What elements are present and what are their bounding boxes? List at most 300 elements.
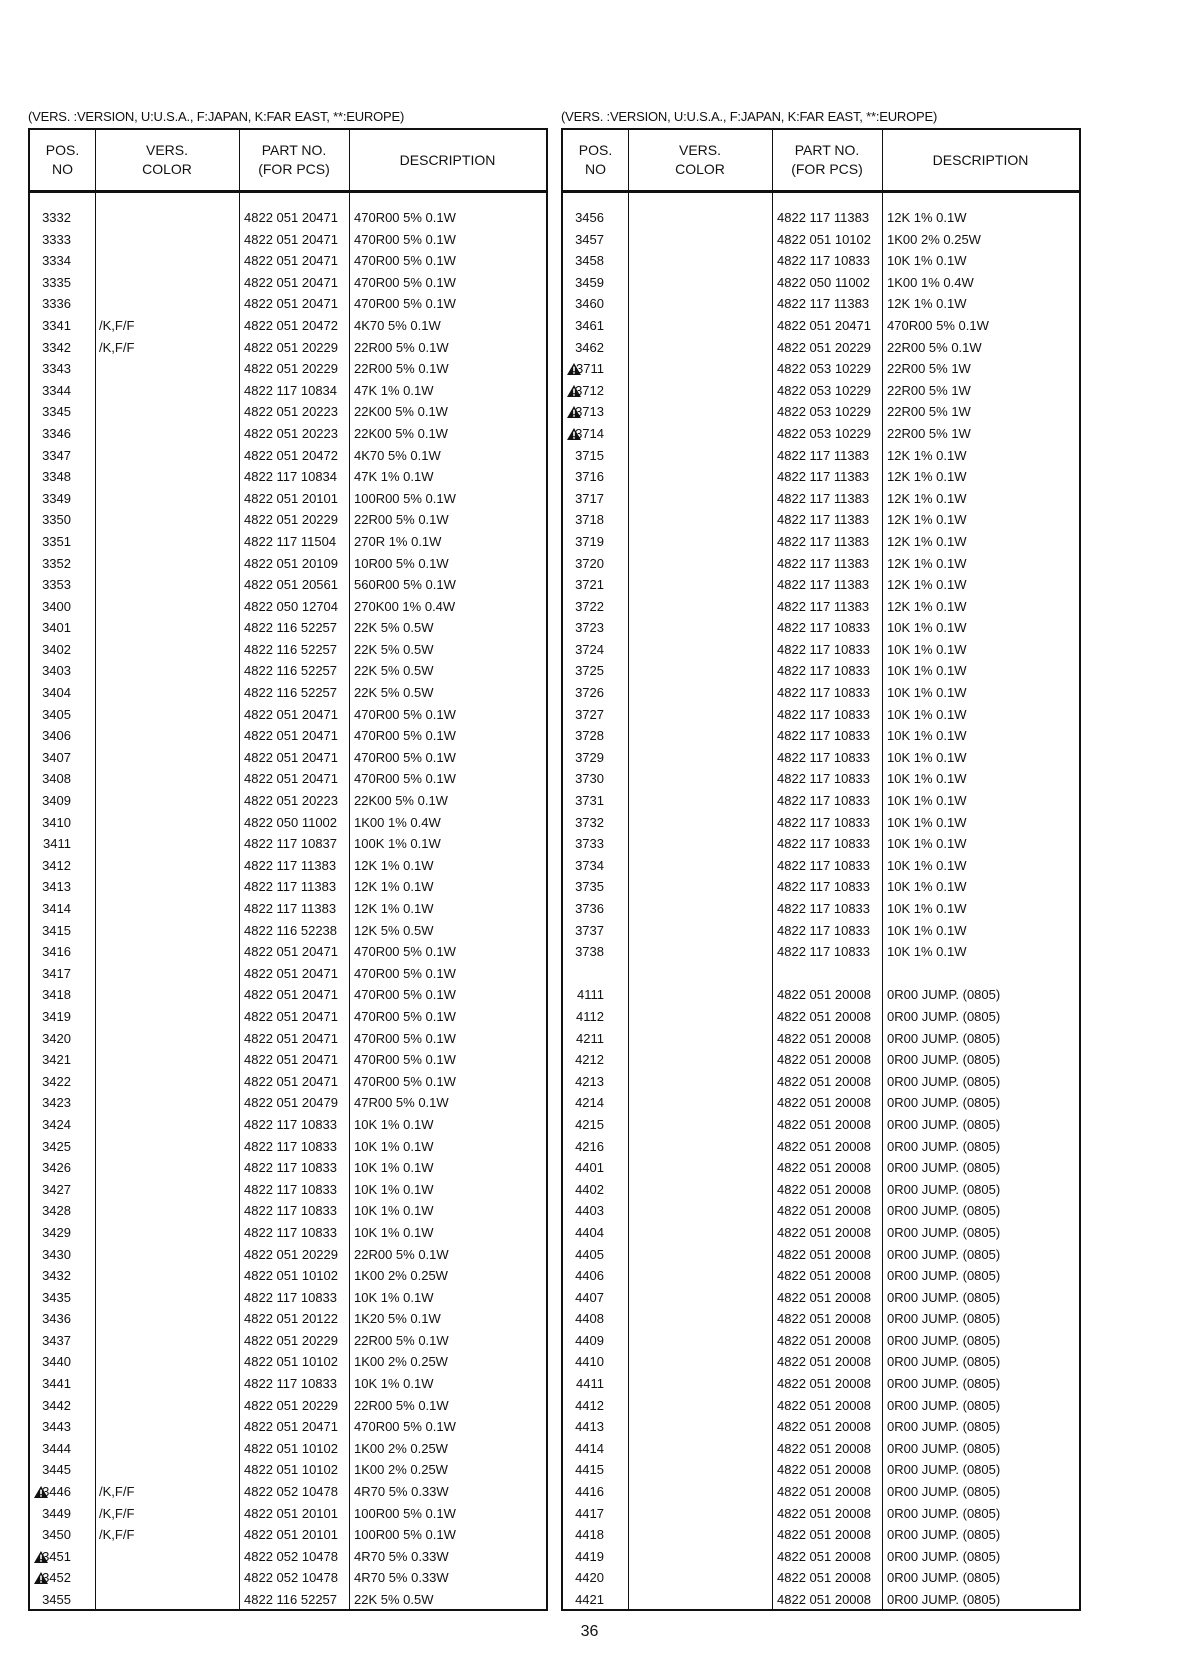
table-row [563, 1395, 1079, 1417]
cell-description: 0R00 JUMP. (0805) [887, 1505, 1001, 1521]
cell-pos-no: 3412 [42, 857, 71, 873]
cell-description: 0R00 JUMP. (0805) [887, 1116, 1001, 1132]
cell-part-no: 4822 051 20471 [244, 771, 338, 787]
cell-part-no: 4822 117 10833 [777, 706, 871, 722]
cell-vers-color: /K,F/F [99, 1484, 135, 1500]
cell-part-no: 4822 053 10229 [777, 361, 871, 377]
cell-part-no: 4822 052 10478 [244, 1548, 338, 1564]
cell-pos-no: 3405 [42, 706, 71, 722]
table-row [30, 768, 546, 790]
cell-pos-no: 4402 [575, 1181, 604, 1197]
table-row [563, 855, 1079, 877]
cell-description: 470R00 5% 0.1W [354, 965, 456, 981]
cell-part-no: 4822 051 20229 [244, 1332, 338, 1348]
cell-part-no: 4822 051 20229 [777, 339, 871, 355]
table-row [563, 466, 1079, 488]
cell-description: 22K00 5% 0.1W [354, 404, 448, 420]
cell-description: 22R00 5% 1W [887, 382, 971, 398]
cell-part-no: 4822 051 10102 [244, 1462, 338, 1478]
cell-description: 270R 1% 0.1W [354, 533, 442, 549]
cell-part-no: 4822 117 11383 [777, 577, 870, 593]
cell-part-no: 4822 051 20229 [244, 361, 338, 377]
cell-part-no: 4822 051 20229 [244, 1246, 338, 1262]
cell-pos-no: 3411 [43, 836, 71, 852]
cell-part-no: 4822 117 10837 [244, 836, 338, 852]
cell-pos-no: 3346 [42, 425, 71, 441]
cell-description: 470R00 5% 0.1W [354, 1008, 456, 1024]
table-row [30, 207, 546, 229]
cell-description: 0R00 JUMP. (0805) [887, 1160, 1001, 1176]
cell-part-no: 4822 117 10833 [777, 879, 871, 895]
cell-description: 100R00 5% 0.1W [354, 490, 456, 506]
table-row [30, 617, 546, 639]
cell-part-no: 4822 051 20472 [244, 317, 338, 333]
cell-description: 0R00 JUMP. (0805) [887, 1268, 1001, 1284]
cell-part-no: 4822 117 10833 [777, 728, 871, 744]
table-row [563, 1028, 1079, 1050]
cell-pos-no: 3726 [575, 685, 604, 701]
cell-pos-no: 3349 [42, 490, 71, 506]
cell-part-no: 4822 051 20229 [244, 512, 338, 528]
table-row [563, 315, 1079, 337]
cell-part-no: 4822 117 10833 [777, 663, 871, 679]
cell-part-no: 4822 051 20008 [777, 1073, 871, 1089]
cell-pos-no: 3420 [42, 1030, 71, 1046]
cell-pos-no: 3442 [42, 1397, 71, 1413]
cell-part-no: 4822 051 20008 [777, 1311, 871, 1327]
table-row [30, 1546, 546, 1568]
table-row [30, 1330, 546, 1352]
cell-pos-no: 3435 [42, 1289, 71, 1305]
cell-part-no: 4822 117 10833 [777, 771, 871, 787]
cell-part-no: 4822 051 20008 [777, 1505, 871, 1521]
cell-description: 12K 1% 0.1W [887, 577, 967, 593]
cell-description: 10K 1% 0.1W [887, 253, 967, 269]
table-row [30, 876, 546, 898]
cell-part-no: 4822 051 20561 [244, 577, 338, 593]
cell-part-no: 4822 051 20223 [244, 425, 338, 441]
table-row [563, 898, 1079, 920]
cell-part-no: 4822 116 52238 [244, 922, 338, 938]
cell-description: 10K 1% 0.1W [887, 944, 967, 960]
cell-pos-no: 3347 [42, 447, 71, 463]
table-row [30, 1200, 546, 1222]
cell-part-no: 4822 117 10833 [777, 685, 871, 701]
table-row [563, 380, 1079, 402]
table-row [30, 1157, 546, 1179]
cell-pos-no: 4216 [575, 1138, 604, 1154]
cell-part-no: 4822 051 20008 [777, 1052, 871, 1068]
cell-part-no: 4822 051 20008 [777, 1008, 871, 1024]
cell-pos-no: 3730 [575, 771, 604, 787]
cell-part-no: 4822 051 20008 [777, 1570, 871, 1586]
table-row [563, 704, 1079, 726]
table-row [30, 1136, 546, 1158]
cell-pos-no: 4408 [575, 1311, 604, 1327]
cell-description: 100R00 5% 0.1W [354, 1527, 456, 1543]
table-row [563, 553, 1079, 575]
table-row [563, 725, 1079, 747]
cell-description: 22R00 5% 1W [887, 404, 971, 420]
table-row [30, 1438, 546, 1460]
cell-pos-no: 3457 [575, 231, 604, 247]
table-row [30, 401, 546, 423]
cell-description: 22R00 5% 0.1W [354, 361, 449, 377]
table-row [30, 1308, 546, 1330]
table-row [563, 445, 1079, 467]
cell-part-no: 4822 117 10833 [777, 836, 871, 852]
cell-description: 10K 1% 0.1W [354, 1181, 434, 1197]
cell-part-no: 4822 051 20008 [777, 1116, 871, 1132]
cell-part-no: 4822 052 10478 [244, 1570, 338, 1586]
cell-description: 470R00 5% 0.1W [354, 296, 456, 312]
cell-description: 1K00 2% 0.25W [887, 231, 981, 247]
cell-description: 1K00 2% 0.25W [354, 1462, 448, 1478]
cell-description: 10K 1% 0.1W [354, 1224, 434, 1240]
table-row [30, 1265, 546, 1287]
cell-pos-no: 3440 [42, 1354, 71, 1370]
header-pos-no: POS. NO [45, 142, 80, 177]
table-row [563, 1092, 1079, 1114]
cell-pos-no: 3449 [42, 1505, 71, 1521]
cell-part-no: 4822 117 11383 [777, 555, 870, 571]
cell-part-no: 4822 051 20101 [244, 1527, 338, 1543]
table-row [563, 401, 1079, 423]
table-row [30, 358, 546, 380]
table-row [30, 1028, 546, 1050]
cell-description: 12K 1% 0.1W [887, 533, 967, 549]
cell-description: 100K 1% 0.1W [354, 836, 441, 852]
header-description: DESCRIPTION [932, 151, 1029, 168]
cell-description: 0R00 JUMP. (0805) [887, 1397, 1001, 1413]
table-row [30, 941, 546, 963]
cell-part-no: 4822 051 20223 [244, 793, 338, 809]
cell-pos-no: 3455 [42, 1592, 71, 1607]
table-row [30, 1179, 546, 1201]
cell-pos-no: 3416 [42, 944, 71, 960]
table-row [563, 358, 1079, 380]
table-row [30, 812, 546, 834]
table-row [563, 1459, 1079, 1481]
cell-part-no: 4822 051 20008 [777, 1289, 871, 1305]
cell-part-no: 4822 051 10102 [777, 231, 871, 247]
cell-part-no: 4822 117 11383 [777, 598, 870, 614]
cell-part-no: 4822 051 20101 [244, 1505, 338, 1521]
table-row [30, 963, 546, 985]
cell-pos-no: 4412 [575, 1397, 604, 1413]
cell-description: 10K 1% 0.1W [887, 879, 967, 895]
table-row [30, 790, 546, 812]
table-row [30, 1589, 546, 1611]
cell-description: 22R00 5% 0.1W [354, 1332, 449, 1348]
cell-part-no: 4822 117 10833 [244, 1181, 338, 1197]
table-row [30, 229, 546, 251]
table-row [563, 1071, 1079, 1093]
cell-description: 10K 1% 0.1W [354, 1138, 434, 1154]
cell-part-no: 4822 117 10833 [244, 1224, 338, 1240]
cell-description: 0R00 JUMP. (0805) [887, 987, 1001, 1003]
cell-part-no: 4822 117 10833 [777, 857, 871, 873]
cell-part-no: 4822 050 11002 [244, 814, 338, 830]
cell-pos-no: 3445 [42, 1462, 71, 1478]
table-row [30, 531, 546, 553]
cell-part-no: 4822 051 20122 [244, 1311, 338, 1327]
cell-part-no: 4822 117 11383 [777, 469, 870, 485]
cell-pos-no: 3731 [575, 793, 604, 809]
cell-pos-no: 3429 [42, 1224, 71, 1240]
table-row [30, 1049, 546, 1071]
table-row [30, 337, 546, 359]
cell-description: 12K 1% 0.1W [887, 447, 967, 463]
cell-description: 470R00 5% 0.1W [354, 728, 456, 744]
table-row [563, 1330, 1079, 1352]
cell-part-no: 4822 051 20471 [244, 944, 338, 960]
cell-pos-no: 3341 [42, 317, 71, 333]
table-row [563, 488, 1079, 510]
cell-part-no: 4822 117 11383 [244, 857, 337, 873]
table-row [30, 639, 546, 661]
cell-part-no: 4822 117 11383 [244, 879, 337, 895]
cell-part-no: 4822 051 20008 [777, 1548, 871, 1564]
cell-description: 470R00 5% 0.1W [354, 274, 456, 290]
cell-pos-no: 4411 [576, 1376, 604, 1392]
cell-part-no: 4822 117 10833 [244, 1138, 338, 1154]
cell-pos-no: 3352 [42, 555, 71, 571]
cell-part-no: 4822 051 20472 [244, 447, 338, 463]
cell-part-no: 4822 051 20101 [244, 490, 338, 506]
cell-pos-no: 4407 [575, 1289, 604, 1305]
cell-pos-no: 4112 [576, 1008, 604, 1024]
cell-part-no: 4822 117 10833 [244, 1289, 338, 1305]
table-row [563, 509, 1079, 531]
cell-description: 0R00 JUMP. (0805) [887, 1376, 1001, 1392]
cell-description: 12K 1% 0.1W [887, 598, 967, 614]
cell-description: 470R00 5% 0.1W [354, 231, 456, 247]
cell-description: 0R00 JUMP. (0805) [887, 1289, 1001, 1305]
cell-pos-no: 3353 [42, 577, 71, 593]
cell-description: 10K 1% 0.1W [887, 836, 967, 852]
cell-description: 470R00 5% 0.1W [354, 1052, 456, 1068]
cell-pos-no: 3718 [575, 512, 604, 528]
parts-list-left [28, 108, 548, 1611]
cell-description: 22K 5% 0.5W [354, 641, 434, 657]
cell-pos-no: 3716 [575, 469, 604, 485]
table-row [30, 1287, 546, 1309]
cell-description: 470R00 5% 0.1W [354, 253, 456, 269]
cell-part-no: 4822 117 10833 [777, 814, 871, 830]
table-row [563, 1114, 1079, 1136]
cell-pos-no: 3427 [42, 1181, 71, 1197]
table-row [30, 1114, 546, 1136]
cell-description: 22K 5% 0.5W [354, 620, 434, 636]
parts-list-right [561, 108, 1081, 1611]
cell-pos-no: 3421 [42, 1052, 71, 1068]
table-row [563, 984, 1079, 1006]
cell-pos-no: 4405 [575, 1246, 604, 1262]
table-row [30, 1459, 546, 1481]
table-row [563, 293, 1079, 315]
cell-pos-no: 3446 [42, 1484, 71, 1500]
cell-part-no: 4822 117 10833 [777, 253, 871, 269]
cell-part-no: 4822 051 20471 [244, 1073, 338, 1089]
cell-pos-no: 4212 [575, 1052, 604, 1068]
cell-description: 1K00 2% 0.25W [354, 1440, 448, 1456]
page-number: 36 [580, 1623, 599, 1640]
table-row [563, 423, 1079, 445]
cell-description: 10K 1% 0.1W [887, 901, 967, 916]
table-row [563, 941, 1079, 963]
cell-pos-no: 3737 [575, 922, 604, 938]
cell-part-no: 4822 051 20229 [244, 339, 338, 355]
table-row [30, 574, 546, 596]
cell-description: 22R00 5% 0.1W [354, 339, 449, 355]
cell-pos-no: 4214 [575, 1095, 604, 1111]
cell-part-no: 4822 116 52257 [244, 685, 338, 701]
cell-part-no: 4822 117 11504 [244, 533, 337, 549]
cell-pos-no: 3414 [42, 901, 71, 916]
cell-pos-no: 3727 [575, 706, 604, 722]
cell-part-no: 4822 051 20471 [244, 1008, 338, 1024]
cell-description: 22K00 5% 0.1W [354, 793, 448, 809]
table-row [563, 876, 1079, 898]
table-row [30, 1567, 546, 1589]
table-row [563, 1244, 1079, 1266]
cell-part-no: 4822 051 20008 [777, 1138, 871, 1154]
cell-part-no: 4822 050 12704 [244, 598, 338, 614]
cell-pos-no: 3711 [576, 361, 604, 377]
cell-pos-no: 3425 [42, 1138, 71, 1154]
header-vers-color: VERS. COLOR [675, 142, 725, 177]
table-row [563, 1438, 1079, 1460]
cell-pos-no: 3410 [42, 814, 71, 830]
cell-pos-no: 4413 [575, 1419, 604, 1435]
cell-description: 0R00 JUMP. (0805) [887, 1246, 1001, 1262]
cell-pos-no: 4215 [575, 1116, 604, 1132]
table-row [563, 1006, 1079, 1028]
cell-part-no: 4822 051 10102 [244, 1440, 338, 1456]
table-row [30, 1351, 546, 1373]
cell-part-no: 4822 051 20008 [777, 987, 871, 1003]
table-row [563, 531, 1079, 553]
table-row [30, 596, 546, 618]
version-legend: (VERS. :VERSION, U:U.S.A., F:JAPAN, K:FAR EAST, **:EUROPE) [28, 109, 405, 124]
cell-pos-no: 3348 [42, 469, 71, 485]
cell-part-no: 4822 051 20471 [244, 728, 338, 744]
cell-pos-no: 3714 [575, 425, 604, 441]
cell-part-no: 4822 051 20008 [777, 1268, 871, 1284]
cell-pos-no: 4111 [577, 987, 604, 1003]
cell-pos-no: 3436 [42, 1311, 71, 1327]
table-row [563, 1308, 1079, 1330]
cell-pos-no: 3462 [575, 339, 604, 355]
cell-description: 47K 1% 0.1W [354, 469, 434, 485]
table-row [563, 1503, 1079, 1525]
table-row [30, 1222, 546, 1244]
version-legend: (VERS. :VERSION, U:U.S.A., F:JAPAN, K:FAR EAST, **:EUROPE) [561, 109, 938, 124]
header-vers-color: VERS. COLOR [142, 142, 192, 177]
cell-description: 10K 1% 0.1W [354, 1203, 434, 1219]
cell-part-no: 4822 051 20008 [777, 1354, 871, 1370]
cell-description: 22K 5% 0.5W [354, 685, 434, 701]
cell-part-no: 4822 117 10833 [777, 944, 871, 960]
cell-description: 22R00 5% 1W [887, 361, 971, 377]
cell-description: 12K 1% 0.1W [887, 555, 967, 571]
cell-description: 10K 1% 0.1W [354, 1116, 434, 1132]
cell-description: 470R00 5% 0.1W [354, 987, 456, 1003]
cell-description: 100R00 5% 0.1W [354, 1505, 456, 1521]
cell-part-no: 4822 117 10833 [777, 641, 871, 657]
cell-description: 22K 5% 0.5W [354, 663, 434, 679]
header-part-no: PART NO. (FOR PCS) [258, 142, 330, 177]
table-row [30, 293, 546, 315]
cell-description: 10K 1% 0.1W [887, 771, 967, 787]
cell-description: 12K 1% 0.1W [354, 879, 434, 895]
cell-pos-no: 3413 [42, 879, 71, 895]
cell-part-no: 4822 051 10102 [244, 1268, 338, 1284]
table-row [563, 617, 1079, 639]
cell-part-no: 4822 051 20471 [244, 987, 338, 1003]
cell-description: 0R00 JUMP. (0805) [887, 1527, 1001, 1543]
cell-pos-no: 3400 [42, 598, 71, 614]
cell-description: 4R70 5% 0.33W [354, 1548, 449, 1564]
table-row [30, 855, 546, 877]
table-row [30, 1416, 546, 1438]
cell-pos-no: 3437 [42, 1332, 71, 1348]
cell-part-no: 4822 051 20471 [244, 296, 338, 312]
cell-pos-no: 4420 [575, 1570, 604, 1586]
cell-part-no: 4822 051 20008 [777, 1440, 871, 1456]
cell-part-no: 4822 051 20471 [244, 706, 338, 722]
table-row [563, 1265, 1079, 1287]
cell-pos-no: 3441 [42, 1376, 71, 1392]
cell-description: 0R00 JUMP. (0805) [887, 1419, 1001, 1435]
table-row [30, 1071, 546, 1093]
table-row [30, 682, 546, 704]
cell-pos-no: 3402 [42, 641, 71, 657]
cell-description: 12K 1% 0.1W [887, 296, 967, 312]
cell-part-no: 4822 051 20471 [777, 317, 871, 333]
cell-pos-no: 3460 [575, 296, 604, 312]
table-row [30, 1524, 546, 1546]
table-row [563, 1200, 1079, 1222]
table-row [563, 1351, 1079, 1373]
cell-pos-no: 4403 [575, 1203, 604, 1219]
cell-description: 0R00 JUMP. (0805) [887, 1008, 1001, 1024]
cell-pos-no: 3408 [42, 771, 71, 787]
cell-description: 10K 1% 0.1W [354, 1289, 434, 1305]
cell-description: 560R00 5% 0.1W [354, 577, 456, 593]
table-row [563, 768, 1079, 790]
cell-description: 470R00 5% 0.1W [354, 1419, 456, 1435]
cell-part-no: 4822 116 52257 [244, 641, 338, 657]
cell-pos-no: 3734 [575, 857, 604, 873]
cell-description: 0R00 JUMP. (0805) [887, 1073, 1001, 1089]
cell-description: 0R00 JUMP. (0805) [887, 1548, 1001, 1564]
cell-part-no: 4822 116 52257 [244, 620, 338, 636]
cell-part-no: 4822 051 20471 [244, 1030, 338, 1046]
cell-pos-no: 4401 [575, 1160, 604, 1176]
table-row [563, 596, 1079, 618]
cell-description: 0R00 JUMP. (0805) [887, 1484, 1001, 1500]
cell-part-no: 4822 117 10834 [244, 469, 338, 485]
cell-description: 10K 1% 0.1W [887, 728, 967, 744]
cell-description: 0R00 JUMP. (0805) [887, 1570, 1001, 1586]
table-row [563, 1481, 1079, 1503]
table-row [30, 250, 546, 272]
table-row [563, 747, 1079, 769]
table-row [563, 1136, 1079, 1158]
cell-description: 47K 1% 0.1W [354, 382, 434, 398]
